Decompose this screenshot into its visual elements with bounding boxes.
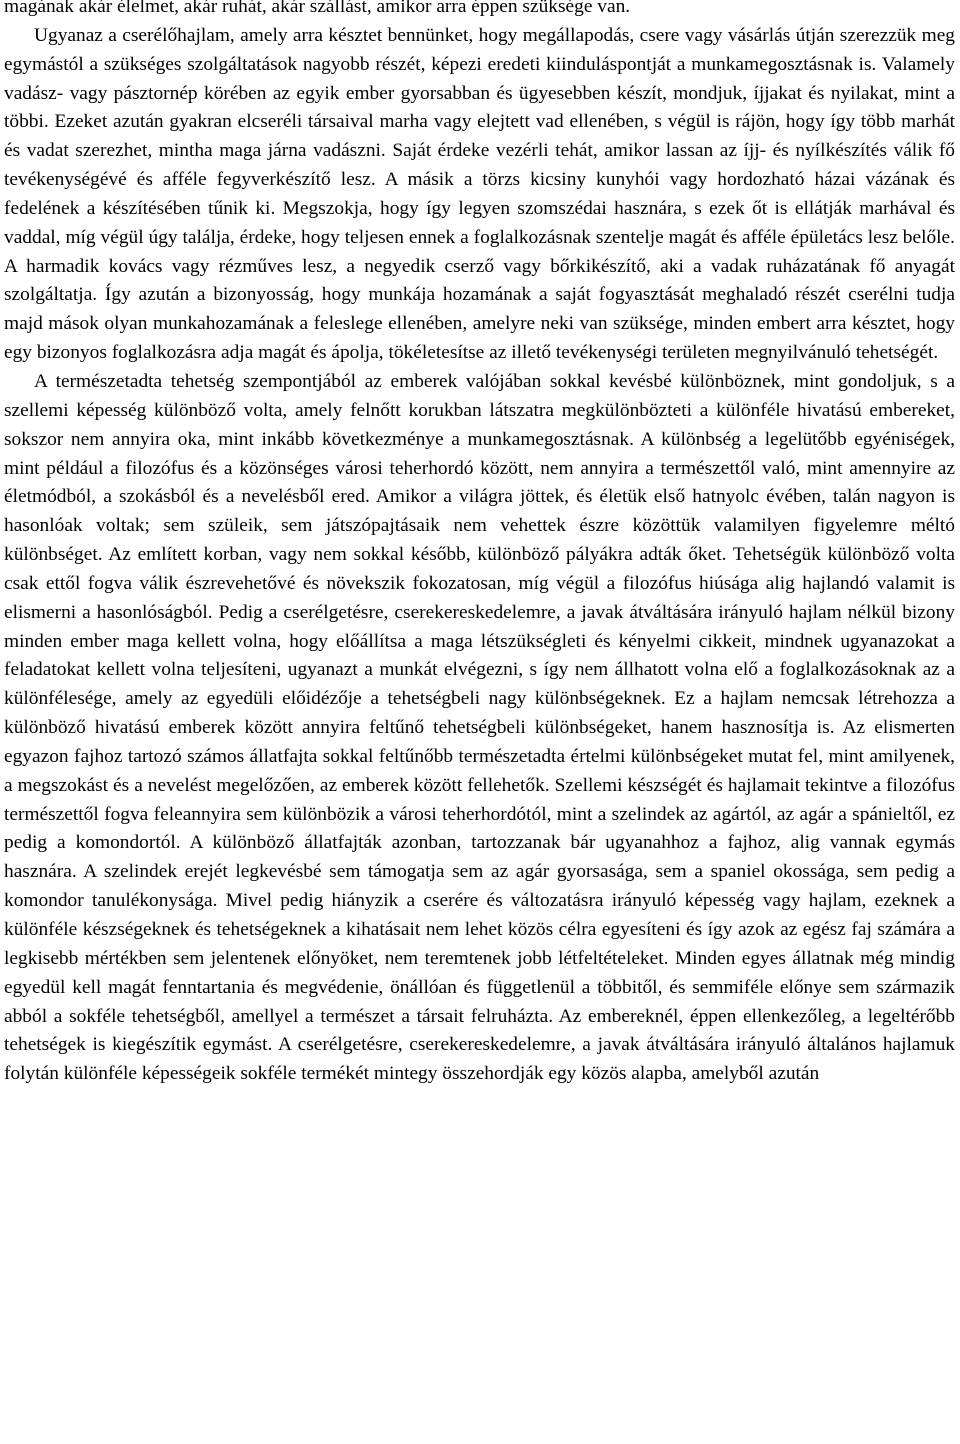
document-page xyxy=(4,0,955,1089)
paragraph-3: A természetadta tehetség szempontjából az emberek valójában sokkal kevésbé különböznek, mint gondoljuk, s a szellemi képesség különböző volta, amely felnőtt korukban látszatra megkülönbözteti a különféle hivatású embereket, sokszor nem annyira oka, mint inkább következménye a munkamegosztásnak. A különbség a legelütőbb egyéniségek, mint például a filozófus és a közönséges városi teherhordó között, nem annyira a természettől való, mint amennyire az életmódból, a szokásból és a nevelésből ered. Amikor a világra jöttek, és életük első hatnyolc évében, talán nagyon is hasonlóak voltak; sem szüleik, sem játszópajtásaik nem vehettek észre közöttük valamilyen figyelemre méltó különbséget. Az említett korban, vagy nem sokkal később, különböző pályákra adták őket. Tehetségük különböző volta csak ettől fogva válik észrevehetővé és növekszik fokozatosan, míg végül a filozófus hiúsága alig hajlandó valamit is elismerni a hasonlóságból. Pedig a cserélgetésre, cserekereskedelemre, a javak átváltására irányuló hajlam nélkül bizony minden ember maga kellett volna, hogy előállítsa a maga létszükségleti és kényelmi cikkeit, mindnek ugyanazokat a feladatokat kellett volna teljesíteni, ugyanazt a munkát elvégezni, s így nem állhatott volna elő a foglalkozásoknak az a különfélesége, amely az egyedüli előidézője a tehetségbeli nagy különbségeknek. Ez a hajlam nemcsak létrehozza a különböző hivatású emberek között annyira feltűnő tehetségbeli különbségeket, hanem hasznosítja is. Az elismerten egyazon fajhoz tartozó számos állatfajta sokkal feltűnőbb természetadta értelmi különbségeket mutat fel, mint amilyenek, a megszokást és a nevelést megelőzően, az emberek között fellehetők. Szellemi készségét és hajlamait tekintve a filozófus természettől fogva feleannyira sem különbözik a városi teherhordótól, mint a szelindek az agártól, az agár a spánieltől, ez pedig a komondortól. A különböző állatfajták azonban, tartozzanak bár ugyanahhoz a fajhoz, alig vannak egymás hasznára. A szelindek erejét legkevésbé sem támogatja sem az agár gyorsasága, sem a spaniel okossága, sem pedig a komondor tanulékonysága. Mivel pedig hiányzik a cserére és változatásra irányuló képesség vagy hajlam, ezeknek a különféle készségeknek és tehetségeknek a kihatásait nem lehet közös célra egyesíteni és így azok az egész faj számára a legkisebb mértékben sem jelentenek előnyöket, nem teremtenek jobb létfeltételeket. Minden egyes állatnak még mindig egyedül kell magát fenntartania és megvédenie, önállóan és függetlenül a többitől, és semmiféle előnye sem származik abból a sokféle tehetségből, amellyel a természet a társait felruházta. Az embereknél, éppen ellenkezőleg, a legeltérőbb tehetségek is kiegészítik egymást. A cserélgetésre, cserekereskedelemre, a javak átváltására irányuló általános hajlamuk folytán különféle képességeik sokféle termékét mintegy összehordják egy közös alapba, amelyből azután xyxy=(4,370,955,1085)
paragraph-1: magának akár élelmet, akár ruhát, akár szállást, amikor arra éppen szüksége van. xyxy=(4,0,631,17)
paragraph-2: Ugyanaz a cserélőhajlam, amely arra késztet bennünket, hogy megállapodás, csere vagy vásárlás útján szerezzük meg egymástól a szükséges szolgáltatások nagyobb részét, képezi eredeti kiinduláspontját a munkamegosztásnak is. Valamely vadász- vagy pásztornép körében az egyik ember gyorsabban és ügyesebben készít, mondjuk, íjjakat és nyilakat, mint a többi. Ezeket azután gyakran elcseréli társaival marha vagy elejtett vad ellenében, s végül is rájön, hogy így több marhát és vadat szerezhet, mintha maga járna vadászni. Saját érdeke vezérli tehát, amikor lassan az íjj- és nyílkészítés válik fő tevékenységévé és afféle fegyverkészítő lesz. A másik a törzs kicsiny kunyhói vagy hordozható házai vázának és fedelének a készítésében tűnik ki. Megszokja, hogy így legyen szomszédai hasznára, s ezek őt is ellátják marhával és vaddal, míg végül úgy találja, érdeke, hogy teljesen ennek a foglalkozásnak szentelje magát és afféle épületács lesz belőle. A harmadik kovács vagy rézműves lesz, a negyedik cserző vagy bőrkikészítő, aki a vadak ruházatának fő anyagát szolgáltatja. Így azután a bizonyosság, hogy munkája hozamának a saját fogyasztását meghaladó részét cserélni tudja majd mások olyan munkahozamának a feleslege ellenében, amelyre neki van szüksége, minden embert arra késztet, hogy egy bizonyos foglalkozásra adja magát és ápolja, tökéletesítse az illető tevékenységi területen megnyilvánuló tehetségét. xyxy=(4,24,955,364)
